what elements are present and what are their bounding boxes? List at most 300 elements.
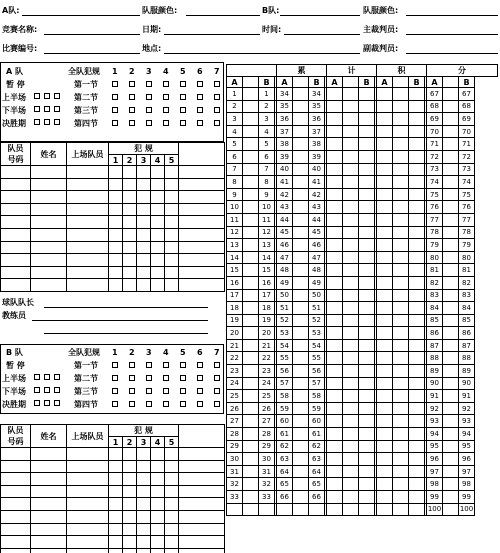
score-cell[interactable] — [377, 163, 393, 176]
score-cell[interactable]: 65 — [309, 478, 325, 491]
score-cell[interactable]: 86 — [459, 327, 475, 340]
score-cell[interactable] — [359, 201, 375, 214]
team-foul-box[interactable] — [197, 362, 203, 368]
score-cell[interactable]: 35 — [277, 100, 293, 113]
score-cell[interactable]: 30 — [227, 453, 243, 466]
roster-cell[interactable] — [31, 523, 67, 536]
score-cell[interactable]: 15 — [227, 264, 243, 277]
score-cell[interactable] — [359, 352, 375, 365]
roster-cell[interactable] — [123, 485, 137, 498]
score-cell[interactable]: 13 — [227, 239, 243, 252]
team-foul-box[interactable] — [129, 81, 135, 87]
score-cell[interactable] — [377, 88, 393, 101]
score-cell[interactable]: 44 — [309, 213, 325, 226]
score-cell[interactable]: 33 — [227, 491, 243, 504]
roster-cell[interactable] — [137, 203, 151, 216]
roster-cell[interactable] — [151, 241, 165, 254]
score-cell[interactable] — [409, 491, 425, 504]
team-foul-box[interactable] — [214, 120, 220, 126]
score-cell[interactable] — [359, 339, 375, 352]
roster-cell[interactable] — [67, 191, 109, 204]
score-cell[interactable]: 78 — [427, 226, 443, 239]
team-foul-box[interactable] — [214, 107, 220, 113]
competition-field[interactable] — [44, 34, 140, 35]
roster-cell[interactable] — [151, 485, 165, 498]
roster-cell[interactable] — [137, 448, 151, 461]
score-cell[interactable]: 60 — [309, 415, 325, 428]
score-cell[interactable] — [359, 264, 375, 277]
roster-cell[interactable] — [67, 266, 109, 279]
score-cell[interactable]: 4 — [259, 125, 275, 138]
score-cell[interactable] — [409, 289, 425, 302]
score-cell[interactable] — [359, 491, 375, 504]
roster-cell[interactable] — [179, 485, 225, 498]
team-foul-box[interactable] — [112, 107, 118, 113]
score-cell[interactable]: 12 — [259, 226, 275, 239]
roster-cell[interactable] — [1, 266, 31, 279]
score-cell[interactable]: 13 — [259, 239, 275, 252]
score-cell[interactable] — [377, 264, 393, 277]
roster-cell[interactable] — [179, 279, 225, 292]
score-cell[interactable]: 92 — [459, 402, 475, 415]
team-foul-box[interactable] — [214, 375, 220, 381]
roster-cell[interactable] — [109, 498, 123, 511]
score-cell[interactable]: 55 — [277, 352, 293, 365]
roster-cell[interactable] — [151, 203, 165, 216]
score-cell[interactable] — [327, 264, 343, 277]
score-cell[interactable]: 97 — [427, 465, 443, 478]
score-cell[interactable]: 99 — [427, 491, 443, 504]
team-foul-box[interactable] — [197, 120, 203, 126]
score-cell[interactable] — [409, 264, 425, 277]
score-cell[interactable]: 45 — [309, 226, 325, 239]
score-cell[interactable]: 29 — [227, 440, 243, 453]
jersey-a-field[interactable] — [186, 15, 260, 16]
score-cell[interactable] — [409, 100, 425, 113]
roster-cell[interactable] — [179, 241, 225, 254]
roster-cell[interactable] — [109, 178, 123, 191]
team-foul-box[interactable] — [129, 362, 135, 368]
score-cell[interactable] — [377, 453, 393, 466]
score-cell[interactable] — [377, 465, 393, 478]
roster-cell[interactable] — [123, 228, 137, 241]
roster-cell[interactable] — [137, 548, 151, 553]
score-cell[interactable] — [359, 239, 375, 252]
roster-cell[interactable] — [31, 279, 67, 292]
score-cell[interactable]: 42 — [277, 188, 293, 201]
score-cell[interactable]: 85 — [427, 314, 443, 327]
score-cell[interactable]: 21 — [227, 339, 243, 352]
score-cell[interactable] — [377, 390, 393, 403]
score-cell[interactable]: 3 — [259, 113, 275, 126]
score-cell[interactable]: 34 — [309, 88, 325, 101]
roster-cell[interactable] — [179, 216, 225, 229]
score-cell[interactable]: 80 — [459, 251, 475, 264]
score-cell[interactable]: 95 — [427, 440, 443, 453]
roster-cell[interactable] — [151, 460, 165, 473]
score-cell[interactable]: 80 — [427, 251, 443, 264]
score-cell[interactable]: 89 — [459, 365, 475, 378]
score-cell[interactable]: 90 — [427, 377, 443, 390]
time-field[interactable] — [284, 34, 360, 35]
roster-cell[interactable] — [109, 448, 123, 461]
score-cell[interactable]: 39 — [277, 150, 293, 163]
roster-cell[interactable] — [1, 228, 31, 241]
score-cell[interactable] — [409, 239, 425, 252]
score-cell[interactable]: 1 — [227, 88, 243, 101]
team-foul-box[interactable] — [197, 375, 203, 381]
score-cell[interactable] — [377, 503, 393, 516]
score-cell[interactable] — [409, 428, 425, 441]
team-foul-box[interactable] — [112, 375, 118, 381]
score-cell[interactable] — [327, 239, 343, 252]
score-cell[interactable] — [359, 289, 375, 302]
roster-cell[interactable] — [109, 523, 123, 536]
roster-cell[interactable] — [137, 536, 151, 549]
score-cell[interactable] — [359, 440, 375, 453]
score-cell[interactable]: 54 — [277, 339, 293, 352]
score-cell[interactable]: 70 — [459, 125, 475, 138]
roster-cell[interactable] — [137, 228, 151, 241]
score-cell[interactable] — [409, 113, 425, 126]
roster-cell[interactable] — [1, 216, 31, 229]
score-cell[interactable] — [359, 453, 375, 466]
score-cell[interactable]: 69 — [427, 113, 443, 126]
roster-cell[interactable] — [1, 166, 31, 179]
referee-sub-field[interactable] — [406, 53, 498, 54]
team-foul-box[interactable] — [112, 120, 118, 126]
roster-cell[interactable] — [165, 166, 179, 179]
roster-cell[interactable] — [31, 191, 67, 204]
roster-cell[interactable] — [151, 254, 165, 267]
team-foul-box[interactable] — [214, 94, 220, 100]
score-cell[interactable] — [359, 113, 375, 126]
score-cell[interactable]: 14 — [227, 251, 243, 264]
score-cell[interactable]: 14 — [259, 251, 275, 264]
roster-cell[interactable] — [67, 485, 109, 498]
score-cell[interactable]: 54 — [309, 339, 325, 352]
score-cell[interactable] — [327, 251, 343, 264]
roster-cell[interactable] — [67, 241, 109, 254]
score-cell[interactable]: 19 — [227, 314, 243, 327]
team-foul-box[interactable] — [112, 401, 118, 407]
score-cell[interactable] — [359, 176, 375, 189]
team-foul-box[interactable] — [180, 94, 186, 100]
roster-cell[interactable] — [1, 448, 31, 461]
roster-cell[interactable] — [179, 498, 225, 511]
roster-cell[interactable] — [109, 254, 123, 267]
score-cell[interactable]: 20 — [259, 327, 275, 340]
score-cell[interactable]: 28 — [259, 428, 275, 441]
score-cell[interactable]: 74 — [427, 176, 443, 189]
score-cell[interactable] — [377, 125, 393, 138]
roster-cell[interactable] — [1, 279, 31, 292]
score-cell[interactable] — [327, 201, 343, 214]
score-cell[interactable] — [377, 201, 393, 214]
score-cell[interactable] — [327, 352, 343, 365]
roster-cell[interactable] — [67, 228, 109, 241]
score-cell[interactable] — [327, 453, 343, 466]
roster-cell[interactable] — [67, 203, 109, 216]
team-foul-box[interactable] — [163, 401, 169, 407]
score-cell[interactable] — [359, 163, 375, 176]
score-cell[interactable]: 91 — [459, 390, 475, 403]
score-cell[interactable]: 76 — [427, 201, 443, 214]
team-foul-box[interactable] — [180, 388, 186, 394]
score-cell[interactable]: 81 — [427, 264, 443, 277]
score-cell[interactable]: 47 — [277, 251, 293, 264]
score-cell[interactable] — [409, 440, 425, 453]
timeout-box[interactable] — [34, 387, 40, 393]
score-cell[interactable] — [409, 201, 425, 214]
score-cell[interactable] — [327, 503, 343, 516]
team-foul-box[interactable] — [180, 120, 186, 126]
score-cell[interactable]: 66 — [277, 491, 293, 504]
team-foul-box[interactable] — [163, 81, 169, 87]
score-cell[interactable]: 18 — [227, 302, 243, 315]
score-cell[interactable] — [327, 276, 343, 289]
score-cell[interactable] — [377, 339, 393, 352]
team-foul-box[interactable] — [146, 81, 152, 87]
score-cell[interactable] — [377, 226, 393, 239]
roster-cell[interactable] — [123, 448, 137, 461]
score-cell[interactable]: 37 — [277, 125, 293, 138]
roster-cell[interactable] — [67, 548, 109, 553]
score-cell[interactable]: 11 — [227, 213, 243, 226]
score-cell[interactable] — [327, 390, 343, 403]
score-cell[interactable]: 27 — [227, 415, 243, 428]
score-cell[interactable] — [409, 478, 425, 491]
roster-cell[interactable] — [1, 241, 31, 254]
score-cell[interactable]: 93 — [459, 415, 475, 428]
roster-cell[interactable] — [67, 166, 109, 179]
team-foul-box[interactable] — [129, 120, 135, 126]
team-foul-box[interactable] — [180, 401, 186, 407]
score-cell[interactable]: 43 — [309, 201, 325, 214]
score-cell[interactable]: 75 — [459, 188, 475, 201]
roster-cell[interactable] — [123, 473, 137, 486]
score-cell[interactable]: 41 — [277, 176, 293, 189]
roster-cell[interactable] — [179, 228, 225, 241]
score-cell[interactable] — [377, 100, 393, 113]
score-cell[interactable] — [377, 251, 393, 264]
score-cell[interactable]: 16 — [227, 276, 243, 289]
score-cell[interactable] — [409, 276, 425, 289]
roster-cell[interactable] — [179, 510, 225, 523]
score-cell[interactable]: 36 — [277, 113, 293, 126]
score-cell[interactable] — [409, 390, 425, 403]
score-cell[interactable] — [409, 402, 425, 415]
match-no-field[interactable] — [44, 53, 140, 54]
roster-cell[interactable] — [151, 266, 165, 279]
team-foul-box[interactable] — [163, 120, 169, 126]
roster-cell[interactable] — [31, 178, 67, 191]
roster-cell[interactable] — [123, 548, 137, 553]
score-cell[interactable]: 63 — [277, 453, 293, 466]
score-cell[interactable] — [359, 188, 375, 201]
team-foul-box[interactable] — [146, 120, 152, 126]
roster-cell[interactable] — [165, 448, 179, 461]
team-foul-box[interactable] — [163, 388, 169, 394]
score-cell[interactable]: 68 — [427, 100, 443, 113]
score-cell[interactable]: 69 — [459, 113, 475, 126]
score-cell[interactable]: 88 — [459, 352, 475, 365]
score-cell[interactable] — [327, 465, 343, 478]
roster-cell[interactable] — [165, 228, 179, 241]
roster-cell[interactable] — [109, 460, 123, 473]
score-cell[interactable]: 94 — [459, 428, 475, 441]
score-cell[interactable] — [327, 163, 343, 176]
score-cell[interactable] — [377, 402, 393, 415]
roster-cell[interactable] — [179, 473, 225, 486]
score-cell[interactable]: 32 — [227, 478, 243, 491]
score-cell[interactable]: 20 — [227, 327, 243, 340]
roster-cell[interactable] — [1, 460, 31, 473]
team-foul-box[interactable] — [180, 375, 186, 381]
roster-cell[interactable] — [67, 178, 109, 191]
score-cell[interactable]: 32 — [259, 478, 275, 491]
score-cell[interactable] — [359, 478, 375, 491]
score-cell[interactable]: 73 — [459, 163, 475, 176]
roster-cell[interactable] — [165, 536, 179, 549]
score-cell[interactable]: 23 — [227, 365, 243, 378]
score-cell[interactable] — [327, 138, 343, 151]
roster-cell[interactable] — [31, 266, 67, 279]
assistant-field[interactable] — [44, 333, 208, 334]
roster-cell[interactable] — [123, 510, 137, 523]
roster-cell[interactable] — [1, 485, 31, 498]
score-cell[interactable]: 43 — [277, 201, 293, 214]
roster-cell[interactable] — [165, 510, 179, 523]
roster-cell[interactable] — [31, 498, 67, 511]
roster-cell[interactable] — [31, 166, 67, 179]
roster-cell[interactable] — [165, 191, 179, 204]
score-cell[interactable]: 48 — [277, 264, 293, 277]
roster-cell[interactable] — [109, 473, 123, 486]
roster-cell[interactable] — [1, 498, 31, 511]
score-cell[interactable]: 71 — [459, 138, 475, 151]
roster-cell[interactable] — [165, 241, 179, 254]
score-cell[interactable] — [377, 276, 393, 289]
score-cell[interactable] — [309, 503, 325, 516]
score-cell[interactable]: 36 — [309, 113, 325, 126]
score-cell[interactable]: 49 — [309, 276, 325, 289]
roster-cell[interactable] — [109, 241, 123, 254]
score-cell[interactable]: 46 — [277, 239, 293, 252]
score-cell[interactable]: 67 — [427, 88, 443, 101]
score-cell[interactable] — [327, 113, 343, 126]
roster-cell[interactable] — [1, 523, 31, 536]
score-cell[interactable]: 96 — [427, 453, 443, 466]
roster-cell[interactable] — [165, 279, 179, 292]
score-cell[interactable]: 17 — [259, 289, 275, 302]
score-cell[interactable] — [359, 150, 375, 163]
score-cell[interactable]: 9 — [259, 188, 275, 201]
score-cell[interactable] — [359, 226, 375, 239]
roster-cell[interactable] — [123, 254, 137, 267]
score-cell[interactable] — [409, 188, 425, 201]
score-cell[interactable] — [327, 478, 343, 491]
score-cell[interactable]: 6 — [227, 150, 243, 163]
score-cell[interactable]: 87 — [427, 339, 443, 352]
score-cell[interactable]: 91 — [427, 390, 443, 403]
score-cell[interactable]: 15 — [259, 264, 275, 277]
coach-field[interactable] — [32, 320, 208, 321]
score-cell[interactable]: 23 — [259, 365, 275, 378]
roster-cell[interactable] — [1, 178, 31, 191]
score-cell[interactable]: 18 — [259, 302, 275, 315]
score-cell[interactable] — [359, 402, 375, 415]
team-foul-box[interactable] — [197, 388, 203, 394]
roster-cell[interactable] — [137, 485, 151, 498]
score-cell[interactable]: 25 — [227, 390, 243, 403]
roster-cell[interactable] — [67, 523, 109, 536]
score-cell[interactable]: 19 — [259, 314, 275, 327]
score-cell[interactable] — [377, 239, 393, 252]
roster-cell[interactable] — [151, 178, 165, 191]
roster-cell[interactable] — [151, 536, 165, 549]
score-cell[interactable] — [409, 465, 425, 478]
score-cell[interactable]: 86 — [427, 327, 443, 340]
roster-cell[interactable] — [31, 216, 67, 229]
score-cell[interactable]: 55 — [309, 352, 325, 365]
score-cell[interactable]: 64 — [309, 465, 325, 478]
team-foul-box[interactable] — [112, 81, 118, 87]
score-cell[interactable]: 96 — [459, 453, 475, 466]
score-cell[interactable] — [359, 314, 375, 327]
roster-cell[interactable] — [123, 460, 137, 473]
score-cell[interactable]: 71 — [427, 138, 443, 151]
score-cell[interactable]: 31 — [227, 465, 243, 478]
score-cell[interactable]: 22 — [227, 352, 243, 365]
roster-cell[interactable] — [151, 448, 165, 461]
score-cell[interactable]: 10 — [259, 201, 275, 214]
score-cell[interactable]: 70 — [427, 125, 443, 138]
team-foul-box[interactable] — [197, 81, 203, 87]
roster-cell[interactable] — [109, 266, 123, 279]
team-foul-box[interactable] — [129, 94, 135, 100]
team-foul-box[interactable] — [163, 94, 169, 100]
roster-cell[interactable] — [109, 191, 123, 204]
score-cell[interactable]: 84 — [459, 302, 475, 315]
timeout-box[interactable] — [34, 374, 40, 380]
score-cell[interactable]: 52 — [277, 314, 293, 327]
score-cell[interactable] — [377, 365, 393, 378]
score-cell[interactable]: 59 — [309, 402, 325, 415]
score-cell[interactable]: 94 — [427, 428, 443, 441]
score-cell[interactable]: 76 — [459, 201, 475, 214]
score-cell[interactable]: 68 — [459, 100, 475, 113]
score-cell[interactable]: 47 — [309, 251, 325, 264]
roster-cell[interactable] — [179, 448, 225, 461]
roster-cell[interactable] — [151, 166, 165, 179]
score-cell[interactable] — [359, 503, 375, 516]
score-cell[interactable]: 83 — [459, 289, 475, 302]
timeout-box[interactable] — [54, 400, 60, 406]
roster-cell[interactable] — [137, 460, 151, 473]
roster-cell[interactable] — [137, 523, 151, 536]
score-cell[interactable] — [327, 302, 343, 315]
score-cell[interactable]: 10 — [227, 201, 243, 214]
roster-cell[interactable] — [67, 498, 109, 511]
timeout-box[interactable] — [54, 106, 60, 112]
roster-cell[interactable] — [31, 448, 67, 461]
roster-cell[interactable] — [165, 460, 179, 473]
team-foul-box[interactable] — [163, 107, 169, 113]
roster-cell[interactable] — [151, 498, 165, 511]
score-cell[interactable] — [409, 302, 425, 315]
roster-cell[interactable] — [165, 254, 179, 267]
